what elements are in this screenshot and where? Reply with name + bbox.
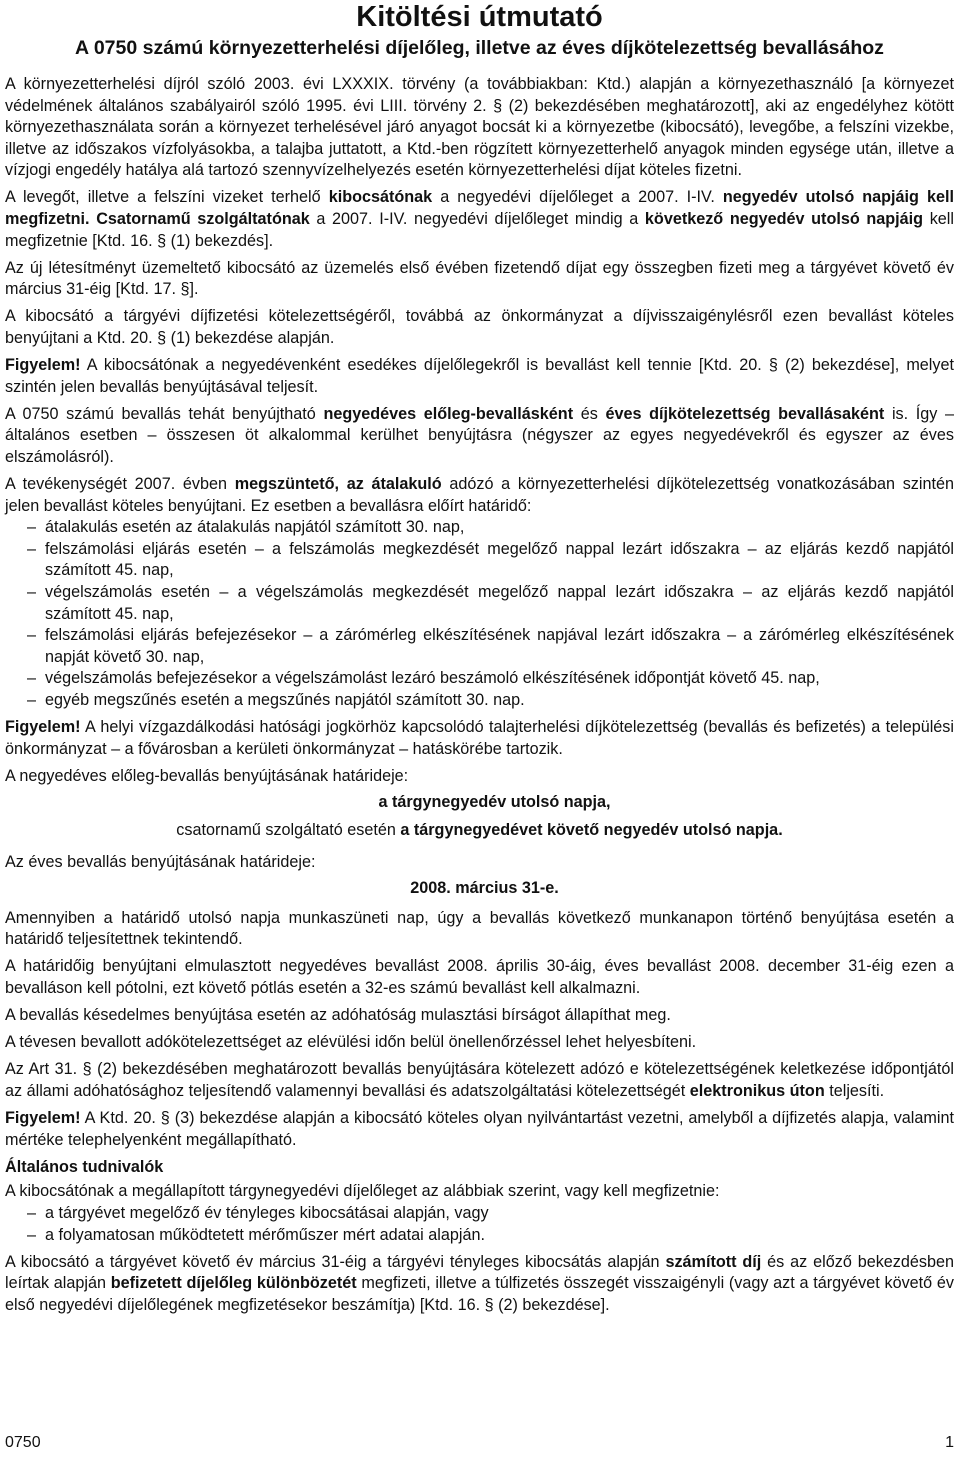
paragraph-holiday: Amennyiben a határidő utolsó napja munkaszüneti nap, úgy a bevallás következő munkanapon történő benyújtása esetén a határidő teljesítettnek tekintendő. [5,908,954,949]
paragraph-attention-3: Figyelem! A Ktd. 20. § (3) bekezdése alapján a kibocsátó köteles olyan nyilvántartást vezetni, amelyből a díjfizetés alapja, valamint mértéke telephelyenként megállapítható. [5,1109,954,1149]
list-item: – a tárgyévet megelőző év tényleges kibocsátásai alapján, vagy [27,1203,489,1222]
paragraph-annual-deadline-intro: Az éves bevallás benyújtásának határideje: [5,852,316,871]
document-title: Kitöltési útmutató [356,1,603,33]
list-item: – felszámolási eljárás befejezésekor – a zárómérleg elkészítésének napjával lezárt időszakra – a zárómérleg elkészítésének napját követő 30. nap, [27,626,954,666]
list-item: – egyéb megszűnés esetén a megszűnés napjától számított 30. nap. [27,691,525,710]
paragraph-intro: A környezetterhelési díjról szóló 2003. évi LXXXIX. törvény (a továbbiakban: Ktd.) alapján a környezethasználó [a környezet védelmének általános szabályairól szóló 1995. évi LIII. törvény 2. § (2) bekezdésében meghatározott], aki az engedélyhez kötött környezethasználata során a környezet terhelésével járó anyagot bocsát ki a környezetbe (kibocsátó), levegőbe, a felszíni vizekbe, illetve az időszakos vízfolyásokba, a talajba juttatott, a Ktd.-ben rögzített környezetterhelő anyagok minden egysége után, illetve a vízjogi engedély hatálya alá tartozó szennyvízelhelyezés esetén környezetterhelési díjat köteles fizetni. [5,75,954,180]
paragraph-general: A kibocsátónak a megállapított tárgynegyedévi díjelőleget az alábbiak szerint, vagy kell megfizetnie: [5,1182,720,1201]
list-item: – végelszámolás esetén – a végelszámolás megkezdését megelőző nappal lezárt időszakra – az eljárás kezdő napjától számított 45. nap, [27,583,954,623]
paragraph-payment-deadlines: A levegőt, illetve a felszíni vizeket terhelő kibocsátónak a negyedévi díjelőleget a 2007. I-IV. negyedév utolsó napjáig kell megfizetni. Csatornamű szolgáltatónak a 2007. I-IV. negyedévi díjelőleget mindig a következő negyedév utolsó napjáig kell megfizetnie [Ktd. 16. § (1) bekezdés]. [5,188,954,250]
paragraph-annual-obligation: A kibocsátó a tárgyévi díjfizetési kötelezettségéről, továbbá az önkormányzat a díjvisszaigénylésről ezen bevallást köteles benyújtani a Ktd. 20. § (1) bekezdése alapján. [5,307,954,348]
paragraph-quarterly-deadline-intro: A negyedéves előleg-bevallás benyújtásának határideje: [5,766,409,785]
attention-label: Figyelem! [5,1109,81,1128]
document-subtitle: A 0750 számú környezetterhelési díjelőleg, illetve az éves díjkötelezettség bevallásához [75,37,884,59]
page-number: 1 [945,1434,954,1451]
paragraph-self-revision: A tévesen bevallott adókötelezettséget az elévülési időn belül önellenőrzéssel lehet helyesbíteni. [5,1033,697,1052]
paragraph-electronic: Az Art 31. § (2) bekezdésében meghatározott bevallás benyújtására kötelezett adózó e kötelezettségének keletkezése időpontjától az állami adóhatósághoz teljesítendő valamennyi bevallási és adatszolgáltatási kötelezettségét elektronikus úton teljesíti. [5,1060,954,1100]
form-code: 0750 [5,1434,41,1451]
list-item: – végelszámolás befejezésekor a végelszámolást lezáró beszámoló elkészítésének időpontját követő 45. nap, [27,669,820,688]
paragraph-submission-types: A 0750 számú bevallás tehát benyújtható negyedéves előleg-bevallásként és éves díjkötelezettség bevallásaként is. Így – általános esetben – összesen öt alkalommal kerülhet benyújtásra (négyszer az egyes negyedévekről és egyszer az éves elszámolásról). [5,404,954,466]
advance-basis-list [5,1203,954,1246]
section-heading: Általános tudnivalók [5,1157,164,1176]
attention-label: Figyelem! [5,356,81,375]
quarterly-deadline: a tárgynegyedév utolsó napja, csatornamű szolgáltató esetén a tárgynegyedévet követő negyedév utolsó napja. [176,793,783,839]
attention-label: Figyelem! [5,718,81,737]
paragraph-late-filing: A határidőig benyújtani elmulasztott negyedéves bevallást 2008. április 30-áig, éves bevallást 2008. december 31-éig ezen a bevalláson kell pótolni, ezt követő pótlás esetén a 32-es számú bevallást kell alkalmazni. [5,957,954,998]
list-item: – a folyamatosan működtetett mérőműszer mért adatai alapján. [27,1225,485,1244]
paragraph-terminating: A tevékenységét 2007. évben megszüntető, az átalakuló adózó a környezetterhelési díjkötelezettség vonatkozásában szintén jelen bevallást köteles benyújtani. Ez esetben a bevallásra előírt határidő: [5,475,954,515]
list-item: – átalakulás esetén az átalakulás napjától számított 30. nap, [27,518,465,537]
paragraph-attention-1: Figyelem! A kibocsátónak a negyedévenként esedékes díjelőlegekről is bevallást kell tennie [Ktd. 20. § (2) bekezdése], melyet szintén jelen bevallás benyújtásával teljesít. [5,356,954,396]
list-item: – felszámolási eljárás esetén – a felszámolás megkezdését megelőző nappal lezárt időszakra – az eljárás kezdő napjától számított 45. nap, [27,539,954,580]
termination-deadline-list [5,517,954,711]
paragraph-new-facility: Az új létesítményt üzemeltető kibocsátó az üzemelés első évében fizetendő díjat egy összegben fizeti meg a tárgyévet követő év március 31-éig [Ktd. 17. §]. [5,258,954,299]
paragraph-penalty: A bevallás késedelmes benyújtása esetén az adóhatóság mulasztási bírságot állapíthat meg. [5,1006,671,1025]
paragraph-attention-2: Figyelem! A helyi vízgazdálkodási hatósági jogkörhöz kapcsolódó talajterhelési díjkötelezettség (bevallás és befizetés) a települési önkormányzat – a fővárosban a kerületi önkormányzat – hatáskörébe tartozik. [5,718,954,758]
emphasis-kibocsatonak: kibocsátónak [328,188,433,207]
page-footer [5,1432,954,1454]
annual-deadline: 2008. március 31-e. [410,879,559,898]
paragraph-settlement: A kibocsátó a tárgyévet követő év március 31-éig a tárgyévi tényleges kibocsátás alapján számított díj és az előző bekezdésben leírtak alapján befizetett díjelőleg különbözetét megfizeti, illetve a túlfizetés összegét visszaigényli (vagy azt a tárgyévet követő év első negyedévi díjelőlegének megfizetésekor beszámítja) [Ktd. 16. § (2) bekezdése]. [5,1252,954,1314]
